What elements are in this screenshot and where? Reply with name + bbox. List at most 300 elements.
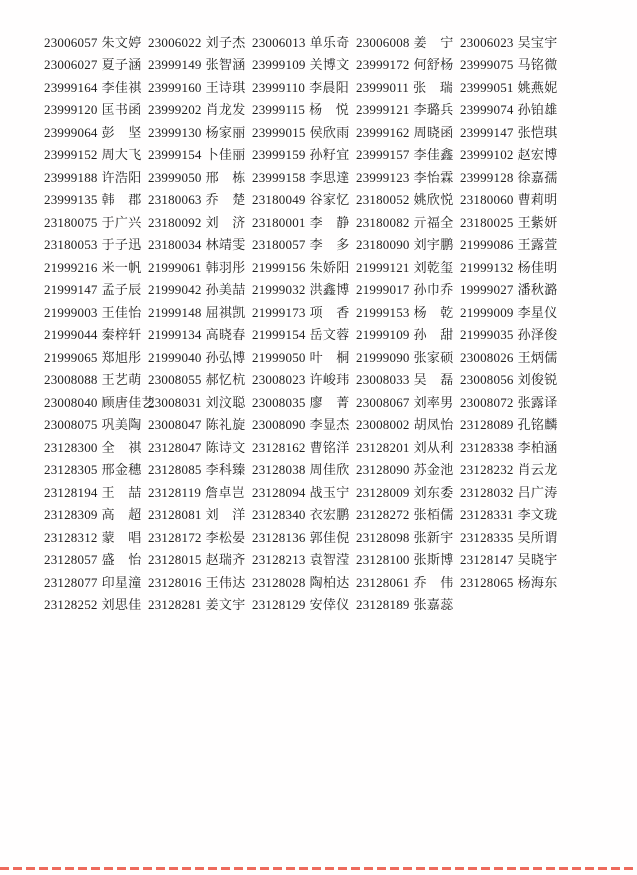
student-id: 23180049 [252,192,306,208]
roster-row [44,570,604,593]
student-name: 杨家丽 [205,124,246,140]
student-name: 全 祺 [101,439,142,455]
student-id: 23006013 [252,34,306,50]
student-name: 邢金穗 [101,462,142,478]
roster-entry [148,189,252,208]
roster-entry [44,369,148,388]
student-id: 23128016 [148,574,202,590]
roster-entry [148,279,252,298]
student-id: 23128028 [252,574,306,590]
student-id: 23008033 [356,372,410,388]
roster-row [44,503,604,526]
student-name: 刘乾玺 [413,259,454,275]
student-name: 张家硕 [413,349,454,365]
roster-entry [44,144,148,163]
student-id: 23128081 [148,507,202,523]
roster-entry [356,189,460,208]
student-id: 23128090 [356,462,410,478]
student-name: 刘思佳 [101,597,142,613]
student-id: 23008002 [356,417,410,433]
student-id: 23006008 [356,34,410,50]
student-id: 23999154 [148,147,202,163]
student-id: 23999130 [148,124,202,140]
student-id: 21999147 [44,282,98,298]
student-name: 林靖雯 [205,237,246,253]
roster-entry [148,527,252,546]
roster-entry [148,234,252,253]
student-name: 高 超 [101,507,142,523]
student-id: 23128189 [356,597,410,613]
roster-entry [44,122,148,141]
student-id: 23999050 [148,169,202,185]
student-name: 吕广涛 [517,484,558,500]
student-name: 张露译 [517,394,558,410]
roster-entry [356,459,460,478]
student-name: 吴 磊 [413,372,454,388]
roster-entry [44,77,148,96]
student-name: 李松晏 [205,529,246,545]
student-name: 李思達 [309,169,350,185]
roster-entry [148,32,252,51]
student-name: 单乐奇 [309,34,350,50]
student-id: 23008023 [252,372,306,388]
student-name: 邢 栋 [205,169,246,185]
student-id: 21999090 [356,349,410,365]
roster-entry [252,234,356,253]
student-id: 23128047 [148,439,202,455]
roster-row [44,188,604,211]
roster-entry [252,572,356,591]
student-name: 廖 菁 [309,394,350,410]
student-name: 姚燕妮 [517,79,558,95]
student-id: 23999157 [356,147,410,163]
roster [44,30,604,615]
student-name: 王紫妍 [517,214,558,230]
student-id: 23180075 [44,214,98,230]
roster-entry [44,392,155,411]
roster-entry [460,347,564,366]
student-name: 乔 楚 [205,192,246,208]
roster-entry [356,437,460,456]
student-id: 23180034 [148,237,202,253]
student-name: 胡凤怡 [413,417,454,433]
roster-entry [44,347,148,366]
student-name: 马铭微 [517,57,558,73]
roster-entry [460,99,564,118]
student-name: 张嘉蕊 [413,597,454,613]
student-name: 王艺萌 [101,372,142,388]
student-name: 韩羽彤 [205,259,246,275]
roster-entry [44,234,148,253]
student-id: 23180025 [460,214,514,230]
roster-entry [148,414,252,433]
student-id: 23999135 [44,192,98,208]
student-name: 刘俊锐 [517,372,558,388]
student-id: 23180053 [44,237,98,253]
student-id: 23128100 [356,552,410,568]
student-id: 23999115 [252,102,306,118]
student-name: 李显杰 [309,417,350,433]
student-id: 23128057 [44,552,98,568]
student-name: 王炳儒 [517,349,558,365]
student-id: 23999102 [460,147,514,163]
roster-entry [356,482,460,501]
roster-row [44,255,604,278]
student-name: 刘从利 [413,439,454,455]
roster-entry [148,549,252,568]
student-name: 韩 郡 [101,192,142,208]
student-name: 于子迅 [101,237,142,253]
student-name: 肖云龙 [517,462,558,478]
student-name: 乔 伟 [413,574,454,590]
roster-entry [460,167,564,186]
student-id: 21999134 [148,327,202,343]
roster-entry [44,549,148,568]
student-id: 21999044 [44,327,98,343]
roster-row [44,480,604,503]
roster-entry [252,212,356,231]
student-name: 侯欣雨 [309,124,350,140]
student-id: 21999173 [252,304,306,320]
roster-entry [356,527,460,546]
roster-entry [356,369,460,388]
roster-entry [460,549,564,568]
roster-row [44,323,604,346]
student-name: 孙美喆 [205,282,246,298]
student-id: 23999152 [44,147,98,163]
roster-entry [460,437,564,456]
roster-entry [148,54,252,73]
roster-entry [460,257,564,276]
student-name: 张栢儒 [413,507,454,523]
student-name: 孙弘博 [205,349,246,365]
student-id: 23999064 [44,124,98,140]
student-id: 21999042 [148,282,202,298]
roster-entry [460,302,564,321]
student-name: 项 香 [309,304,350,320]
roster-entry [356,144,460,163]
student-name: 周大飞 [101,147,142,163]
roster-entry [44,99,148,118]
student-id: 23128300 [44,439,98,455]
roster-row [44,345,604,368]
student-id: 23008088 [44,372,98,388]
roster-entry [148,212,252,231]
student-name: 曹铭洋 [309,439,350,455]
roster-entry [44,459,148,478]
roster-entry [460,504,564,523]
roster-entry [356,32,460,51]
student-id: 23008026 [460,349,514,365]
student-id: 21999156 [252,259,306,275]
roster-entry [356,302,460,321]
student-id: 23180092 [148,214,202,230]
student-name: 刘 济 [205,214,246,230]
student-id: 21999050 [252,349,306,365]
roster-entry [44,54,148,73]
student-name: 李文珑 [517,507,558,523]
roster-entry [460,212,564,231]
roster-entry [356,549,460,568]
roster-row [44,210,604,233]
roster-entry [356,122,460,141]
student-id: 23180001 [252,214,306,230]
student-name: 李星仪 [517,304,558,320]
roster-row [44,525,604,548]
student-id: 23128077 [44,574,98,590]
student-name: 张恺琪 [517,124,558,140]
student-id: 23999149 [148,57,202,73]
roster-entry [356,77,460,96]
student-name: 郝忆杭 [205,372,246,388]
roster-entry [44,279,148,298]
student-id: 23999015 [252,124,306,140]
student-id: 23008072 [460,394,514,410]
roster-entry [252,437,356,456]
roster-entry [44,257,148,276]
student-name: 卜佳丽 [205,147,246,163]
student-name: 顾唐佳艺 [101,394,155,410]
student-id: 23999121 [356,102,410,118]
student-id: 23180082 [356,214,410,230]
roster-entry [252,257,356,276]
roster-row [44,413,604,436]
student-name: 周晓函 [413,124,454,140]
student-id: 23008035 [252,394,306,410]
student-id: 21999109 [356,327,410,343]
student-name: 郭佳倪 [309,529,350,545]
roster-entry [252,324,356,343]
roster-entry [356,572,460,591]
student-id: 21999061 [148,259,202,275]
roster-entry [252,392,356,411]
student-id: 23999172 [356,57,410,73]
roster-entry [148,572,252,591]
student-name: 孙铂雄 [517,102,558,118]
bottom-dashed-divider [0,867,637,870]
student-id: 23128032 [460,484,514,500]
roster-entry [44,324,148,343]
student-id: 19999027 [460,282,514,298]
roster-entry [356,504,460,523]
student-id: 23180052 [356,192,410,208]
roster-entry [356,54,460,73]
student-name: 王诗琪 [205,79,246,95]
student-id: 21999132 [460,259,514,275]
student-name: 米一帆 [101,259,142,275]
student-id: 23008067 [356,394,410,410]
student-name: 许峻玮 [309,372,350,388]
student-name: 杨 悦 [309,102,350,118]
student-name: 孙 甜 [413,327,454,343]
roster-entry [460,54,564,73]
student-name: 李科臻 [205,462,246,478]
student-id: 21999065 [44,349,98,365]
roster-entry [44,302,148,321]
student-name: 孟子辰 [101,282,142,298]
student-id: 23128147 [460,552,514,568]
roster-entry [252,99,356,118]
student-id: 21999154 [252,327,306,343]
roster-entry [44,482,148,501]
roster-entry [252,594,356,613]
student-id: 23128172 [148,529,202,545]
roster-entry [148,594,252,613]
student-name: 刘东委 [413,484,454,500]
roster-entry [148,99,252,118]
student-id: 23008055 [148,372,202,388]
roster-entry [252,527,356,546]
roster-row [44,120,604,143]
student-name: 肖龙发 [205,102,246,118]
student-id: 21999153 [356,304,410,320]
student-id: 23006022 [148,34,202,50]
roster-entry [148,437,252,456]
roster-entry [44,437,148,456]
student-name: 战玉宁 [309,484,350,500]
roster-entry [252,77,356,96]
student-name: 周佳欣 [309,462,350,478]
student-id: 23128089 [460,417,514,433]
roster-entry [148,257,252,276]
roster-entry [460,369,564,388]
student-id: 23128094 [252,484,306,500]
student-name: 谷家忆 [309,192,350,208]
student-id: 23180063 [148,192,202,208]
student-name: 李晨阳 [309,79,350,95]
roster-entry [460,392,564,411]
student-name: 衣宏鹏 [309,507,350,523]
roster-entry [356,392,460,411]
student-id: 23008090 [252,417,306,433]
roster-row [44,165,604,188]
student-name: 赵瑞齐 [205,552,246,568]
student-name: 陶柏达 [309,574,350,590]
roster-entry [252,414,356,433]
student-name: 李柏涵 [517,439,558,455]
roster-entry [148,459,252,478]
roster-entry [356,167,460,186]
student-name: 彭 坚 [101,124,142,140]
student-name: 朱娇阳 [309,259,350,275]
student-name: 王露萱 [517,237,558,253]
roster-entry [252,32,356,51]
student-name: 张 瑞 [413,79,454,95]
student-id: 23128061 [356,574,410,590]
student-id: 21999017 [356,282,410,298]
roster-entry [44,189,148,208]
roster-row [44,98,604,121]
student-id: 23128309 [44,507,98,523]
student-name: 吴宝宇 [517,34,558,50]
student-name: 夏子涵 [101,57,142,73]
roster-entry [44,212,148,231]
student-name: 刘汶聪 [205,394,246,410]
student-id: 23999123 [356,169,410,185]
roster-entry [252,54,356,73]
roster-entry [148,504,252,523]
student-id: 21999086 [460,237,514,253]
student-name: 赵宏博 [517,147,558,163]
student-id: 23006027 [44,57,98,73]
student-name: 秦梓轩 [101,327,142,343]
student-id: 23128312 [44,529,98,545]
student-id: 23999128 [460,169,514,185]
student-id: 23180060 [460,192,514,208]
roster-entry [44,504,148,523]
student-name: 屈祺凯 [205,304,246,320]
student-id: 23008056 [460,372,514,388]
student-name: 李 静 [309,214,350,230]
student-name: 高晓春 [205,327,246,343]
roster-entry [356,257,460,276]
student-id: 23128272 [356,507,410,523]
student-id: 23008047 [148,417,202,433]
roster-entry [252,189,356,208]
roster-entry [252,459,356,478]
student-name: 潘秋潞 [517,282,558,298]
student-name: 何舒杨 [413,57,454,73]
student-id: 23999109 [252,57,306,73]
roster-entry [252,549,356,568]
roster-entry [148,77,252,96]
roster-entry [356,212,460,231]
roster-entry [460,459,564,478]
student-id: 21999003 [44,304,98,320]
student-id: 23999147 [460,124,514,140]
roster-row [44,75,604,98]
student-name: 王 喆 [101,484,142,500]
student-name: 于广兴 [101,214,142,230]
student-id: 23128038 [252,462,306,478]
student-name: 孙巾乔 [413,282,454,298]
roster-entry [148,369,252,388]
student-id: 23999074 [460,102,514,118]
student-name: 郑旭彤 [101,349,142,365]
student-id: 23008031 [148,394,202,410]
student-id: 23006057 [44,34,98,50]
student-name: 曹莉明 [517,192,558,208]
student-id: 23128085 [148,462,202,478]
student-id: 23128065 [460,574,514,590]
student-name: 詹卓岂 [205,484,246,500]
student-name: 许浩阳 [101,169,142,185]
roster-entry [252,482,356,501]
student-name: 安倖仪 [309,597,350,613]
roster-entry [460,234,564,253]
student-id: 23128335 [460,529,514,545]
student-name: 蒙 唱 [101,529,142,545]
roster-entry [356,234,460,253]
student-name: 孙籽宜 [309,147,350,163]
roster-entry [460,77,564,96]
roster-entry [252,369,356,388]
student-id: 23128338 [460,439,514,455]
roster-entry [148,122,252,141]
student-id: 23999202 [148,102,202,118]
student-name: 张斯博 [413,552,454,568]
student-id: 23999011 [356,79,410,95]
student-id: 23128119 [148,484,202,500]
student-id: 23128162 [252,439,306,455]
student-id: 23999120 [44,102,98,118]
student-name: 徐嘉孺 [517,169,558,185]
student-id: 23180057 [252,237,306,253]
roster-row [44,300,604,323]
student-id: 23999188 [44,169,98,185]
roster-entry [44,414,148,433]
student-name: 关博文 [309,57,350,73]
